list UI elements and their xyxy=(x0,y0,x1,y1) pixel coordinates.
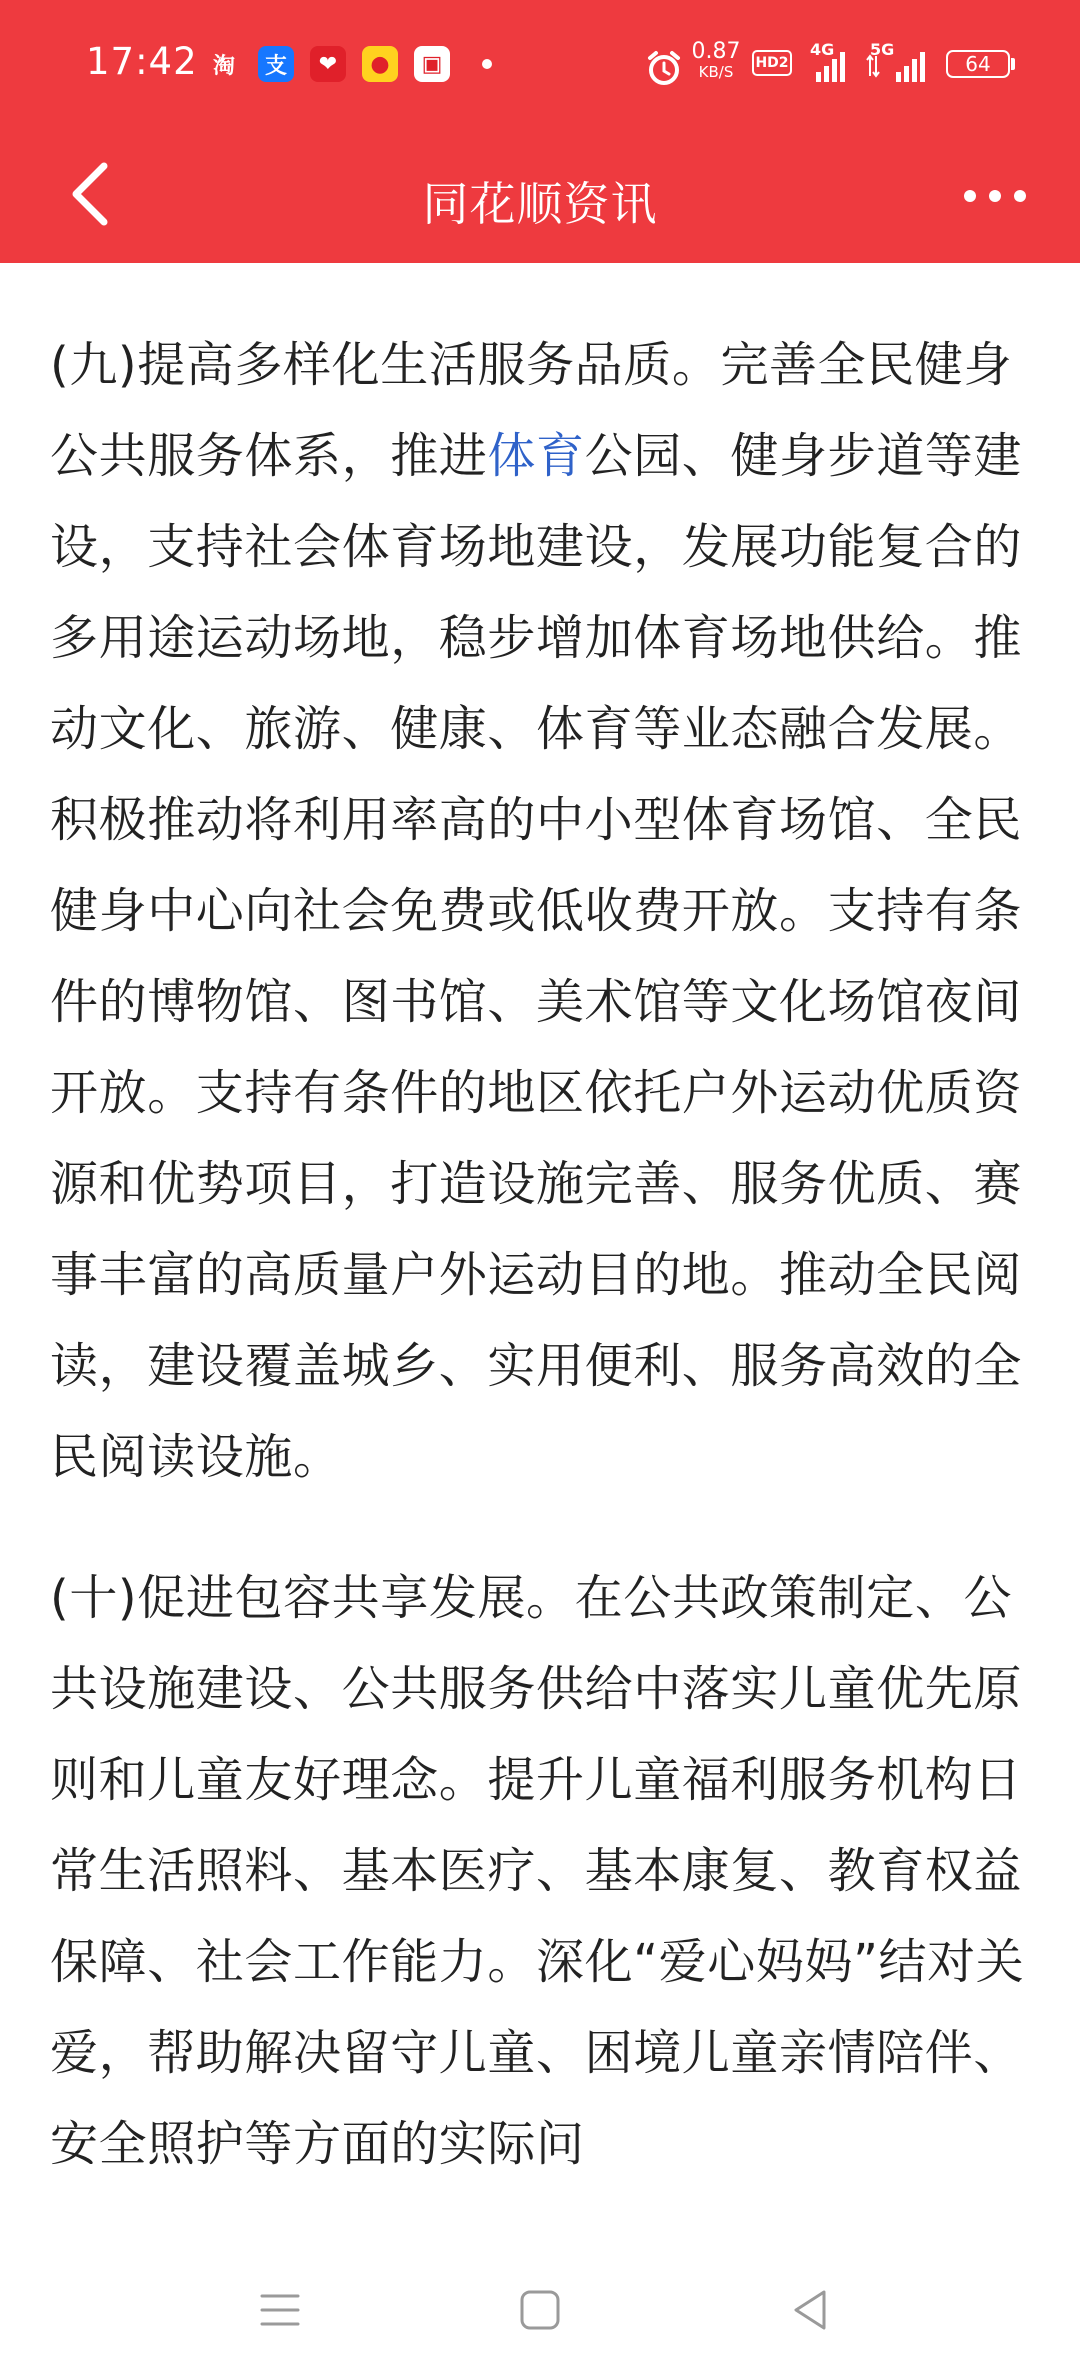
network-speed-unit: KB/S xyxy=(698,63,734,81)
app-icon-white: ▣ xyxy=(414,46,450,82)
title-bar xyxy=(0,128,1080,263)
taobao-icon: 淘 xyxy=(206,46,242,82)
hd-badge: HD2 xyxy=(752,50,792,76)
system-nav-bar xyxy=(0,2230,1080,2376)
battery-icon xyxy=(946,50,1010,78)
paragraph-text: (十)促进包容共享发展。在公共政策制定、公共设施建设、公共服务供给中落实儿童优先原则和儿童友好理念。提升儿童福利服务机构日常生活照料、基本医疗、基本康复、教育权益保障、社会工作能力。深化“爱心妈妈”结对关爱，帮助解决留守儿童、困境儿童亲情陪伴、安全照护等方面的实际问 xyxy=(50,1570,1025,2172)
menu-nav-button[interactable] xyxy=(240,2270,320,2350)
signal-icon-2 xyxy=(866,46,926,86)
home-nav-button[interactable] xyxy=(500,2270,580,2350)
article-body xyxy=(50,320,1040,2190)
status-time: 17:42 xyxy=(86,40,198,83)
page-title: 同花顺资讯 xyxy=(422,177,658,231)
network-type-2: 5G xyxy=(870,40,895,59)
network-speed-value: 0.87 xyxy=(691,39,741,64)
article-paragraph xyxy=(50,320,1040,1503)
more-notifications-dot xyxy=(482,59,492,69)
signal-icon-1 xyxy=(810,46,858,86)
app-header xyxy=(0,0,1080,263)
network-speed xyxy=(690,39,742,82)
app-icon-red: ❤ xyxy=(310,46,346,82)
sports-link[interactable]: 体育 xyxy=(487,428,585,484)
back-nav-button[interactable] xyxy=(770,2270,850,2350)
battery-cap xyxy=(1011,58,1015,70)
article-paragraph xyxy=(50,1553,1040,2190)
network-type-1: 4G xyxy=(810,40,835,59)
alarm-icon xyxy=(644,44,684,92)
battery-level: 64 xyxy=(965,52,991,76)
status-bar xyxy=(0,0,1080,128)
alipay-icon: 支 xyxy=(258,46,294,82)
more-options-button[interactable] xyxy=(960,178,1030,214)
paragraph-text: 公园、健身步道等建设，支持社会体育场地建设，发展功能复合的多用途运动场地，稳步增加体育场地供给。推动文化、旅游、健康、体育等业态融合发展。积极推动将利用率高的中小型体育场馆、全民健身中心向社会免费或低收费开放。支持有条件的博物馆、图书馆、美术馆等文化场馆夜间开放。支持有条件的地区依托户外运动优质资源和优势项目，打造设施完善、服务优质、赛事丰富的高质量户外运动目的地。推动全民阅读，建设覆盖城乡、实用便利、服务高效的全民阅读设施。 xyxy=(50,428,1023,1485)
app-icon-yellow: ● xyxy=(362,46,398,82)
paragraph-text: (九)提高多样化生活服务品质。完善全民健身公共服务体系，推进 xyxy=(50,337,1013,484)
